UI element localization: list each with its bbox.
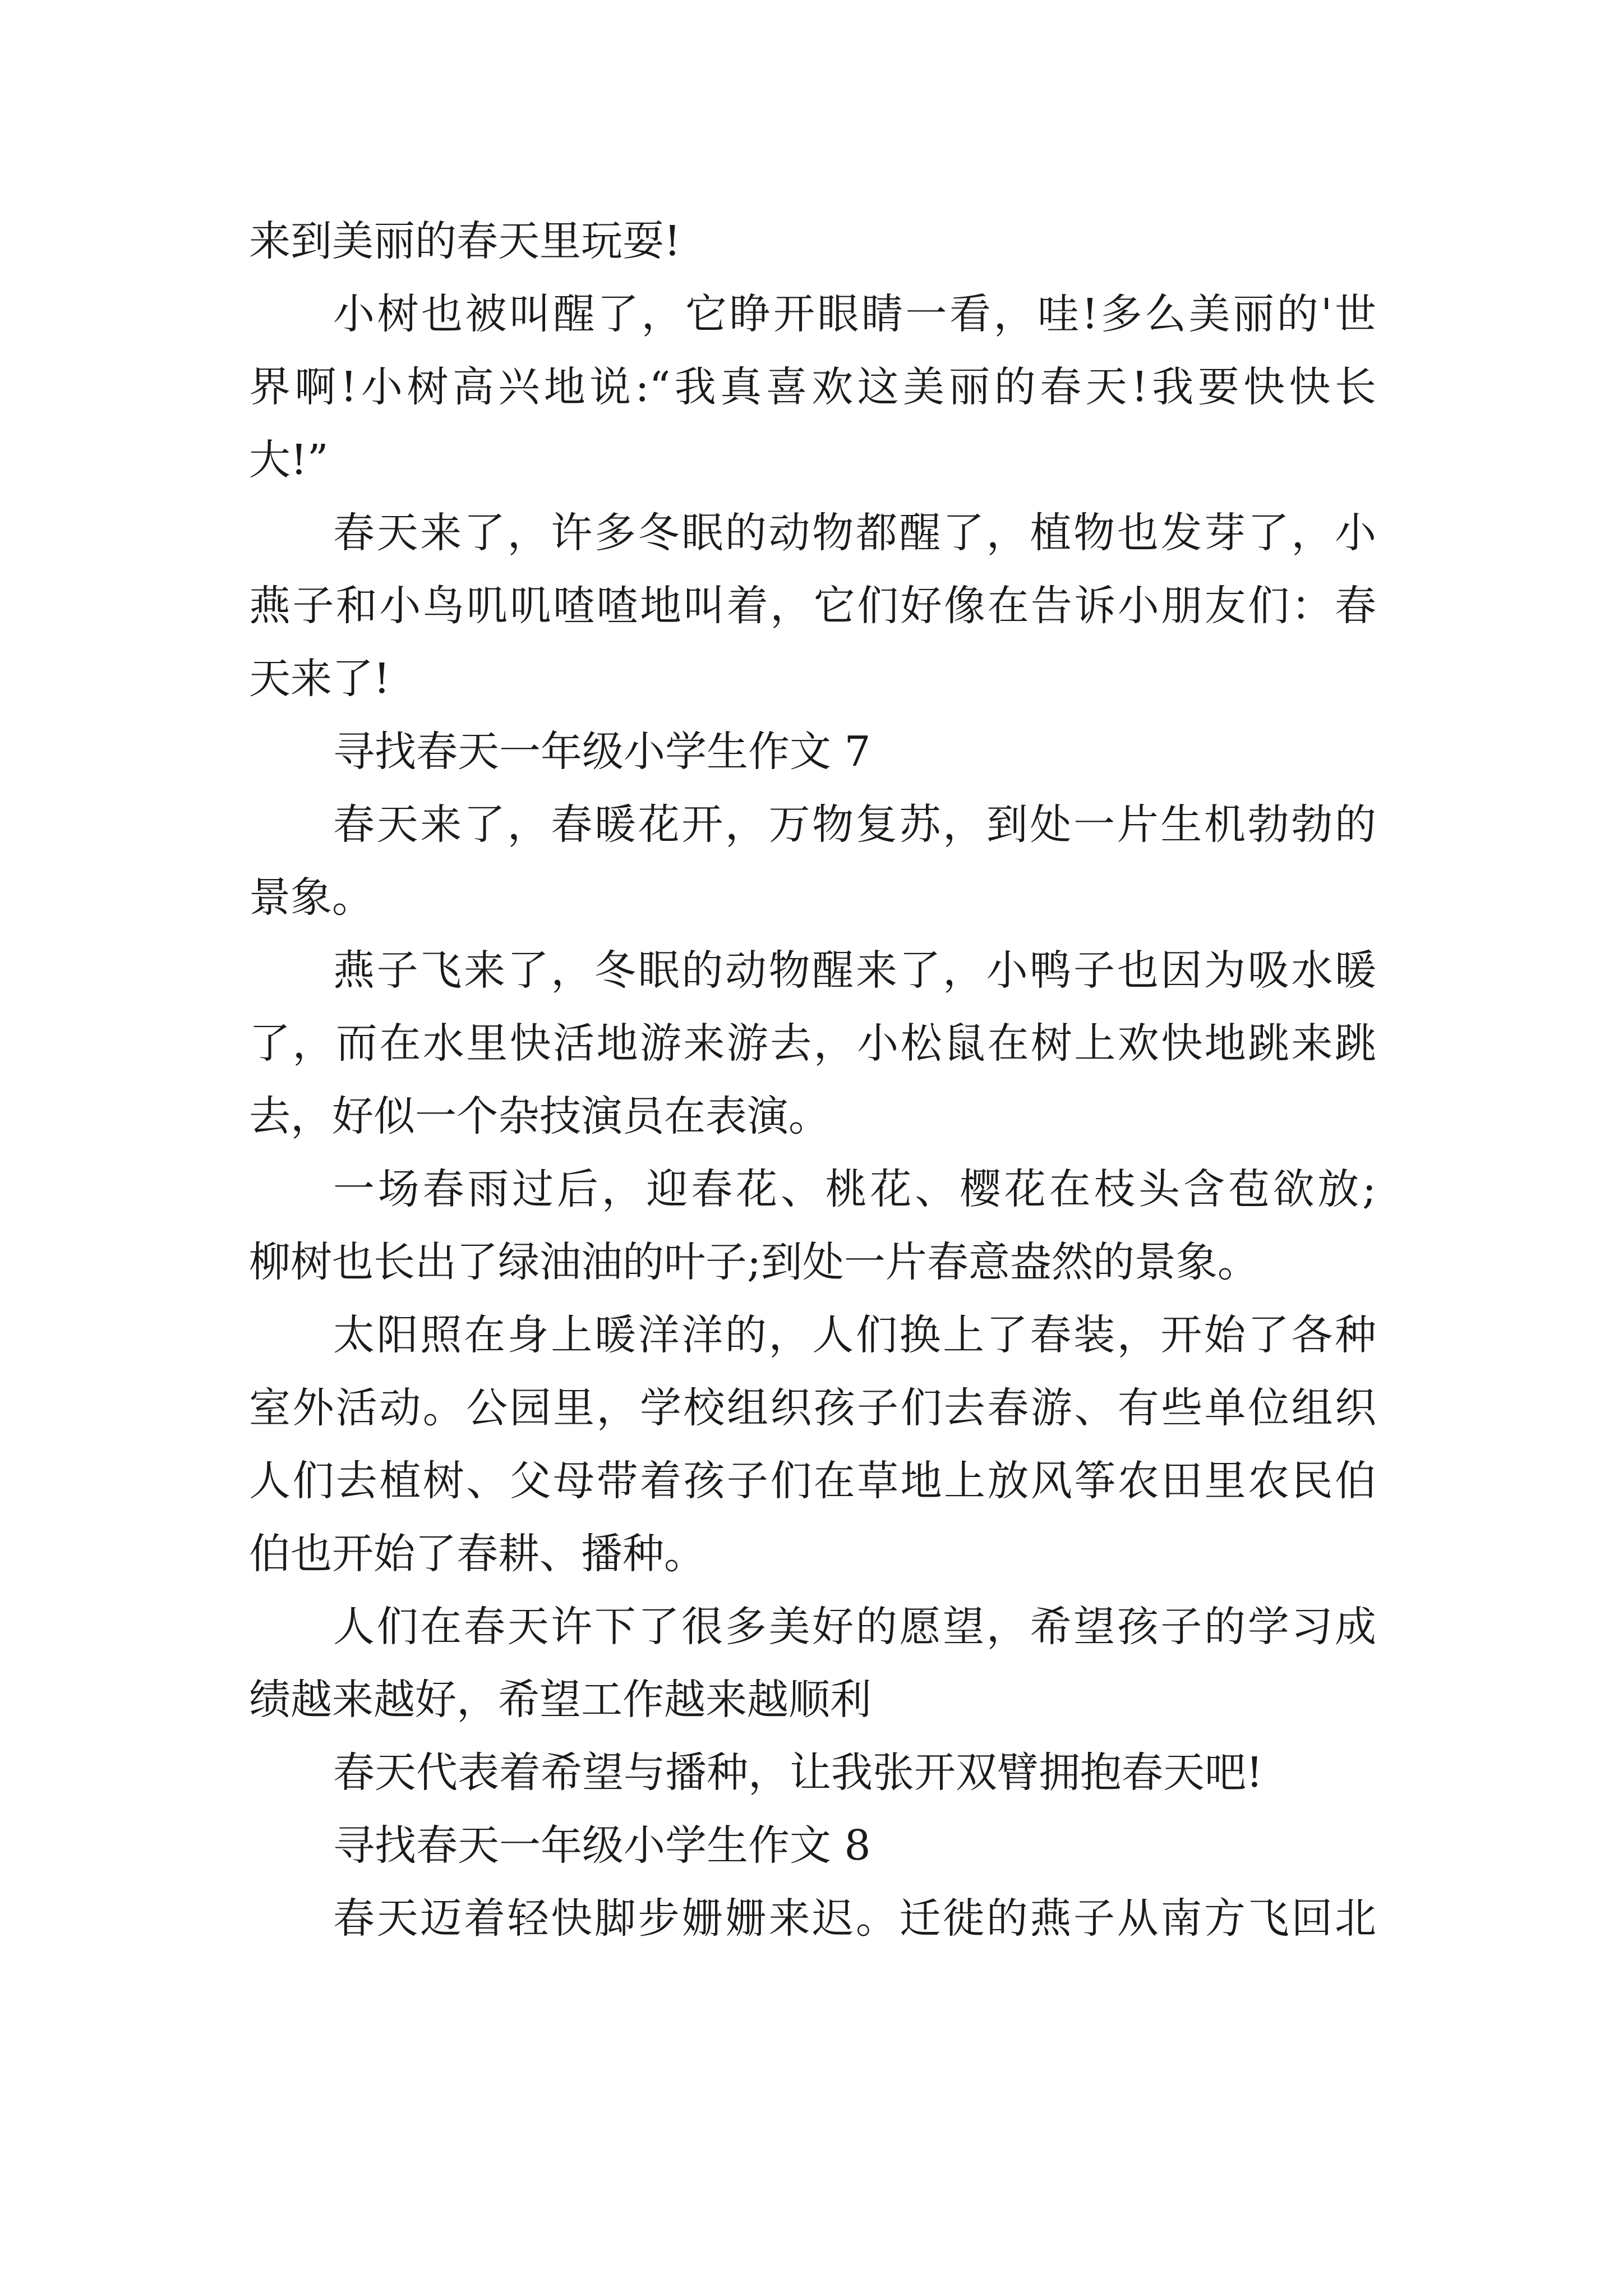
section-heading: 寻找春天一年级小学生作文 8 — [333, 1821, 871, 1870]
text-line: 去，好似一个杂技演员在表演。 — [249, 1092, 830, 1140]
text-line: 人们去植树、父母带着孩子们在草地上放风筝农田里农民伯 — [249, 1457, 1376, 1505]
text-line: 景象。 — [249, 873, 374, 922]
text-line: 室外活动。公园里，学校组织孩子们去春游、有些单位组织 — [249, 1384, 1376, 1432]
text-line: 界啊!小树高兴地说:“我真喜欢这美丽的春天!我要快快长 — [249, 363, 1376, 411]
text-line: 燕子飞来了，冬眠的动物醒来了，小鸭子也因为吸水暖 — [333, 946, 1376, 995]
text-line: 一场春雨过后，迎春花、桃花、樱花在枝头含苞欲放; — [333, 1165, 1376, 1213]
text-line: 春天代表着希望与播种，让我张开双臂拥抱春天吧! — [333, 1749, 1263, 1797]
text-line: 人们在春天许下了很多美好的愿望，希望孩子的学习成 — [333, 1603, 1376, 1651]
text-line: 小树也被叫醒了，它睁开眼睛一看，哇!多么美丽的'世 — [333, 290, 1376, 338]
text-line: 燕子和小鸟叽叽喳喳地叫着，它们好像在告诉小朋友们：春 — [249, 582, 1376, 630]
text-line: 来到美丽的春天里玩耍! — [249, 217, 681, 265]
text-line: 柳树也长出了绿油油的叶子;到处一片春意盎然的景象。 — [249, 1238, 1259, 1286]
text-line: 太阳照在身上暖洋洋的，人们换上了春装，开始了各种 — [333, 1311, 1376, 1359]
text-line: 大!” — [249, 436, 329, 484]
section-heading: 寻找春天一年级小学生作文 7 — [333, 728, 871, 776]
text-line: 伯也开始了春耕、播种。 — [249, 1530, 706, 1578]
text-line: 春天迈着轻快脚步姗姗来迟。迁徙的燕子从南方飞回北 — [333, 1894, 1376, 1943]
text-line: 春天来了，许多冬眠的动物都醒了，植物也发芽了，小 — [333, 509, 1376, 557]
text-line: 春天来了，春暖花开，万物复苏，到处一片生机勃勃的 — [333, 800, 1376, 849]
text-line: 天来了! — [249, 655, 390, 703]
text-line: 绩越来越好，希望工作越来越顺利 — [249, 1676, 872, 1724]
text-line: 了，而在水里快活地游来游去，小松鼠在树上欢快地跳来跳 — [249, 1019, 1376, 1068]
